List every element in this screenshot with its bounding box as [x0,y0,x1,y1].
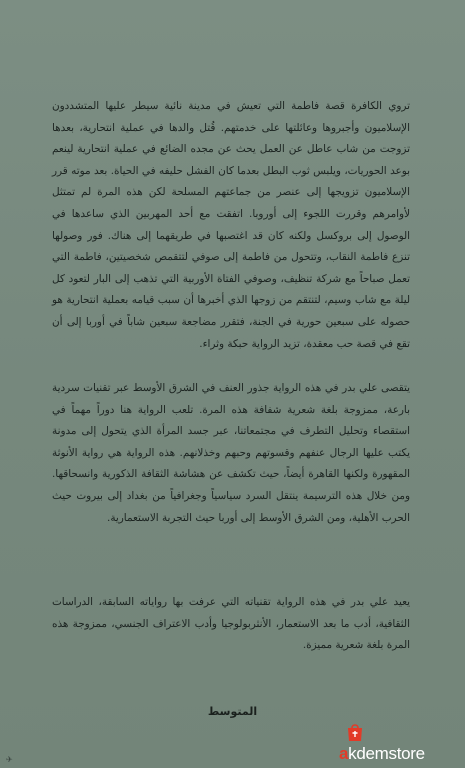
store-watermark [325,720,465,768]
publisher-logo: المتوسط [207,705,258,718]
synopsis-paragraph-1: تروي الكافرة قصة فاطمة التي تعيش في مدينة نائية سيطر عليها المتشددون الإسلاميون وأجبروها وعائلتها على خدمتهم. قُتل والدها في عملية انتحارية، بعدها تزوجت من شاب عاطل عن العمل يحث عن مجده الضائع في عملية انتحارية لينعم بوعد الحوريات، ويلبس ثوب البطل بعدما كان الفشل حليفه في الحياة. بعد موته قرر الإسلاميون تزويجها إلى عنصر من جماعتهم المسلحة لكن هذه المرة لم تمتثل لأوامرهم وقررت اللجوء إلى أوروبا. اتفقت مع أحد المهربين الذي ساعدها في الوصول إلى بروكسل ولكنه كان قد اغتصبها في طريقهما إلى هناك. فور وصولها تنزع فاطمة النقاب، وتتحول من فاطمة إلى صوفي لتتقمص شخصيتين، فاطمة التي تعمل صباحاً مع شركة تنظيف، وصوفي الفتاة الأوربية التي تذهب إلى البار لتعود كل ليلة مع شاب وسيم، لتنتقم من زوجها الذي أخبرها أن سبب قيامه بعملية انتحارية هو حصوله على سبعين حورية في الجنة، فتقرر مضاجعة سبعين شاباً في أوربا إلى أن تقع في قصة حب معقدة، تزيد الرواية حبكة وثراء. [52,100,410,350]
synopsis-paragraph-2: يتقصى علي بدر في هذه الرواية جذور العنف في الشرق الأوسط عبر تقنيات سردية بارعة، ممزوجة بلغة شعرية شفافة هذه المرة. تلعب الرواية هنا دوراً مهماً في استقصاء وتحليل التطرف في مجتمعاتنا، عبر جسد المرأة الذي يتحول إلى مدونة يكتب عليها الرجال عنفهم وقسوتهم وحبهم وخذلانهم. هذه الرواية هي رواية الأنوثة المقهورة ولكنها القاهرة أيضاً، حيث تكشف عن هشاشة الثقافة الذكورية وانسحاقها. ومن خلال هذه الترسيمة ينتقل السرد سياسياً وجغرافياً من بغداد إلى بيروت حيث الحرب الأهلية، ومن الشرق الأوسط إلى أوربا حيث التجربة الاستعمارية. [52,382,410,524]
synopsis-paragraph-3: يعيد علي بدر في هذه الرواية تقنياته التي عرفت بها رواياته السابقة، الدراسات الثقافية، أدب ما بعد الاستعمار، الأنثربولوجيا وأدب الاعتراف الجنسي، ممزوجة هذه المرة بلغة شعرية مميزة. [52,596,410,652]
shopping-bag-icon [345,722,365,742]
corner-mark: ✈ [6,755,13,764]
store-name-rest: kdemstore [348,744,425,763]
store-name [339,744,425,764]
store-name-letter: a [339,744,349,763]
